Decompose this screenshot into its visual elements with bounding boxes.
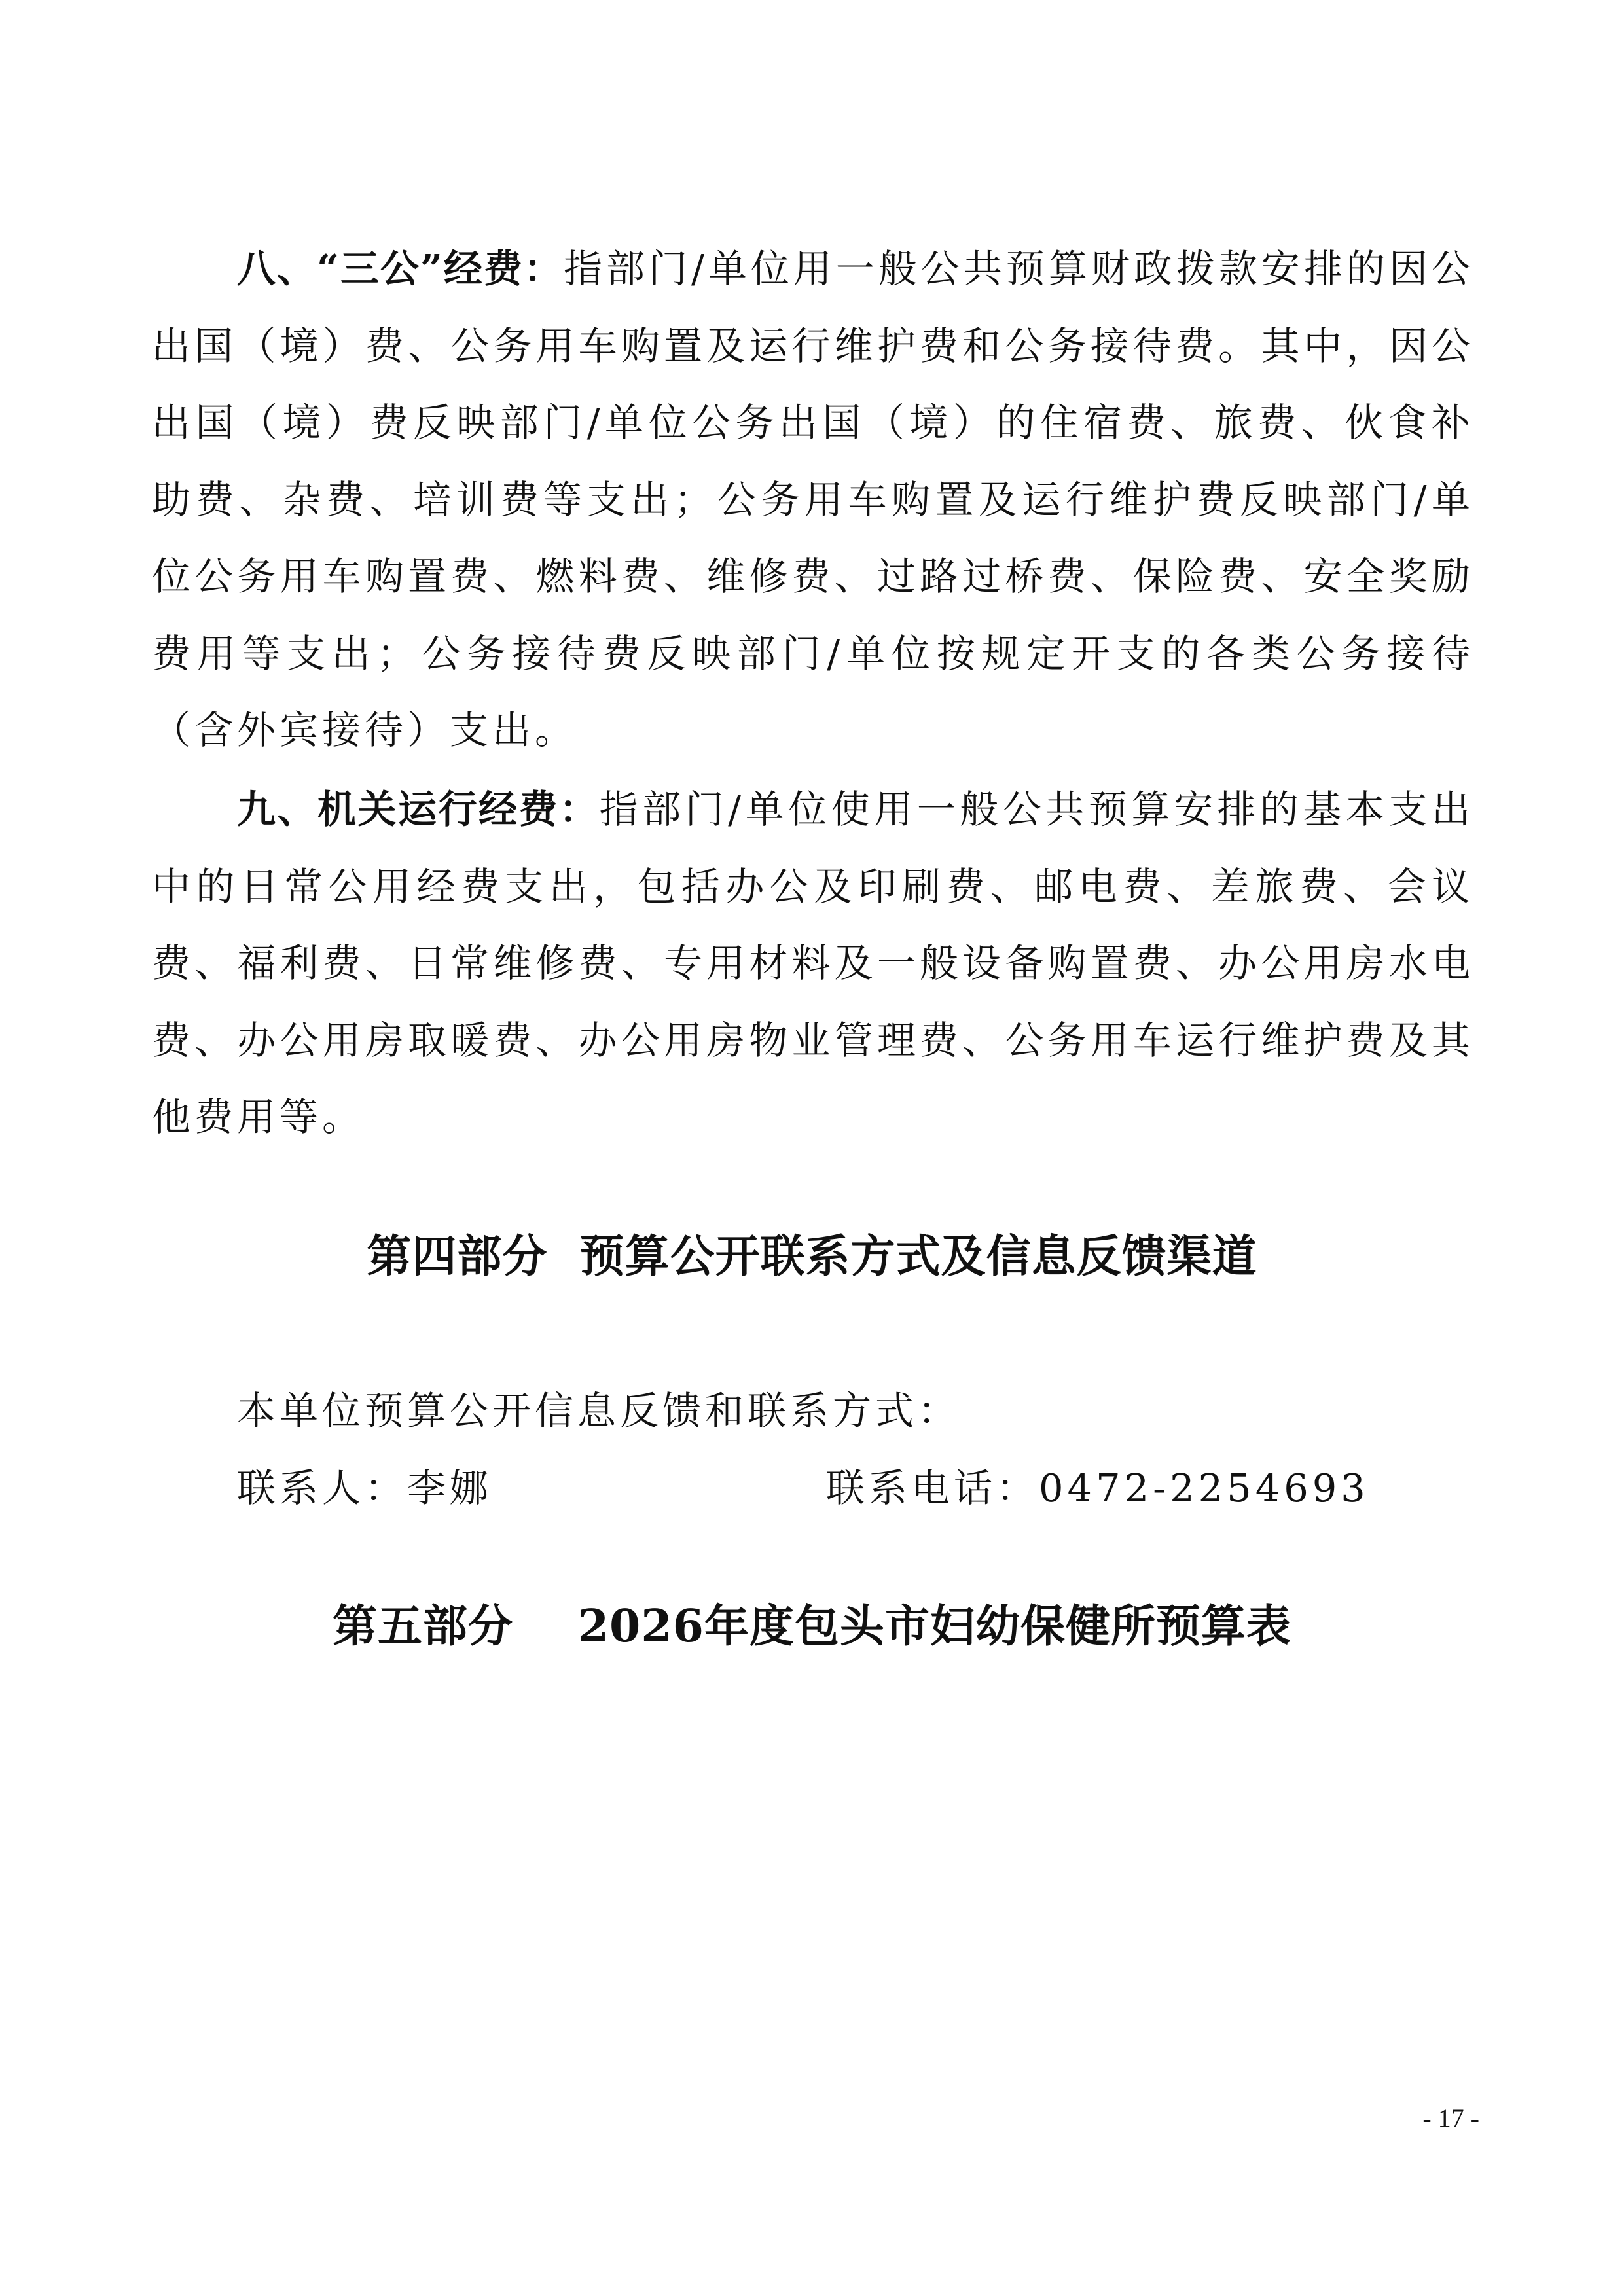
paragraph-three-public-expenses [152,230,1474,769]
part5-heading: 第五部分 2026年度包头市妇幼保健所预算表 [333,1600,1291,1653]
contact-phone: 联系电话：0472-2254693 [826,1465,1369,1511]
part4-heading: 第四部分 预算公开联系方式及信息反馈渠道 [367,1230,1257,1283]
term-three-public-expenses: 八、“三公”经费： [237,246,564,291]
term-agency-operating-expenses: 九、机关运行经费： [237,787,600,832]
page-number: - 17 - [1422,2104,1479,2133]
contact-person: 联系人：李娜 [237,1465,493,1511]
definition-agency-operating-expenses: 指部门/单位使用一般公共预算安排的基本支出中的日常公用经费支出，包括办公及印刷费、邮电费、差旅费、会议费、福利费、日常维修费、专用材料及一般设备购置费、办公用房水电费、办公用房取暖费、办公用房物业管理费、公务用车运行维护费及其他费用等。 [152,787,1474,1139]
paragraph-agency-operating-expenses [152,771,1474,1156]
definition-three-public-expenses: 指部门/单位用一般公共预算财政拨款安排的因公出国（境）费、公务用车购置及运行维护费和公务接待费。其中，因公出国（境）费反映部门/单位公务出国（境）的住宿费、旅费、伙食补助费、杂费、培训费等支出；公务用车购置及运行维护费反映部门/单位公务用车购置费、燃料费、维修费、过路过桥费、保险费、安全奖励费用等支出；公务接待费反映部门/单位按规定开支的各类公务接待（含外宾接待）支出。 [152,246,1474,753]
contact-intro: 本单位预算公开信息反馈和联系方式： [237,1388,961,1433]
